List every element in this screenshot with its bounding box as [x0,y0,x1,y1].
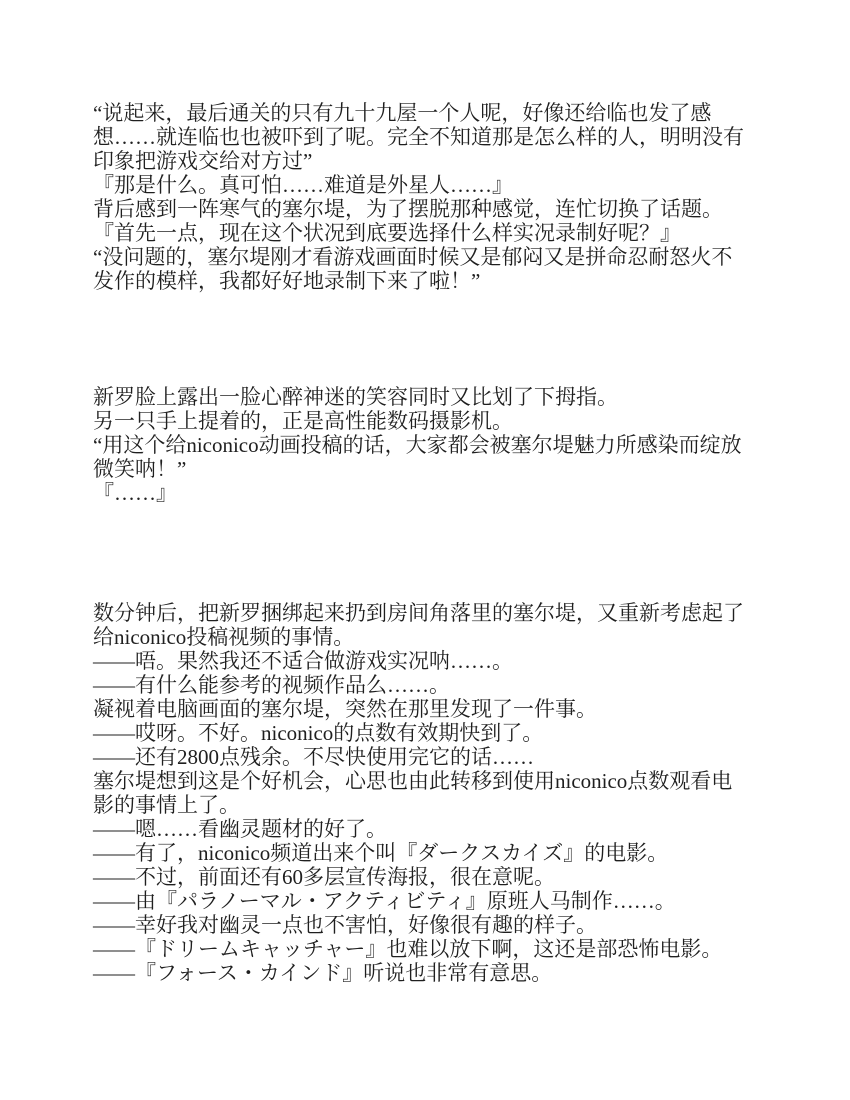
text-line: ——幸好我对幽灵一点也不害怕，好像很有趣的样子。 [93,913,597,937]
text-line: 新罗脸上露出一脸心醉神迷的笑容同时又比划了下拇指。 [93,385,618,409]
text-line: “说起来，最后通关的只有九十九屋一个人呢，好像还给临也发了感 [93,101,712,125]
paragraph-block-narration [93,385,783,505]
text-line: ——哎呀。不好。niconico的点数有效期快到了。 [93,721,544,745]
text-line: 『那是什么。真可怕……难道是外星人……』 [93,173,513,197]
text-line: ——唔。果然我还不适合做游戏实况呐……。 [93,649,513,673]
text-line: ——有了，niconico频道出来个叫『ダークスカイズ』的电影。 [93,841,669,865]
text-line: 微笑呐！” [93,457,187,481]
text-line: 印象把游戏交给对方过” [93,149,313,173]
text-line: ——嗯……看幽灵题材的好了。 [93,817,387,841]
text-line: 发作的模样，我都好好地录制下来了啦！” [93,269,481,293]
text-line: 想……就连临也也被吓到了呢。完全不知道那是怎么样的人，明明没有 [93,125,744,149]
text-line: ——『ドリームキャッチャー』也难以放下啊，这还是部恐怖电影。 [93,937,723,961]
text-line: 『首先一点，现在这个状况到底要选择什么样实况录制好呢？』 [93,221,681,245]
text-line: 另一只手上提着的，正是高性能数码摄影机。 [93,409,513,433]
text-line: ——『フォース・カインド』听说也非常有意思。 [93,961,553,985]
paragraph-block-monologue [93,601,783,985]
text-column [93,101,783,985]
text-line: 背后感到一阵寒气的塞尔堤，为了摆脱那种感觉，连忙切换了话题。 [93,197,723,221]
text-line: 『……』 [93,481,177,505]
text-line: “用这个给niconico动画投稿的话，大家都会被塞尔堤魅力所感染而绽放 [93,433,742,457]
text-line: ——由『パラノーマル・アクティビティ』原班人马制作……。 [93,889,676,913]
text-line: 凝视着电脑画面的塞尔堤，突然在那里发现了一件事。 [93,697,597,721]
text-line: 塞尔堤想到这是个好机会，心思也由此转移到使用niconico点数观看电 [93,769,733,793]
text-line: ——不过，前面还有60多层宣传海报，很在意呢。 [93,865,555,889]
text-line: “没问题的，塞尔堤刚才看游戏画面时候又是郁闷又是拼命忍耐怒火不 [93,245,733,269]
paragraph-block-dialogue [93,101,783,293]
text-line: 给niconico投稿视频的事情。 [93,625,355,649]
text-line: 影的事情上了。 [93,793,240,817]
text-line: 数分钟后，把新罗捆绑起来扔到房间角落里的塞尔堤，又重新考虑起了 [93,601,744,625]
text-line: ——有什么能参考的视频作品么……。 [93,673,450,697]
text-line: ——还有2800点残余。不尽快使用完它的话…… [93,745,534,769]
